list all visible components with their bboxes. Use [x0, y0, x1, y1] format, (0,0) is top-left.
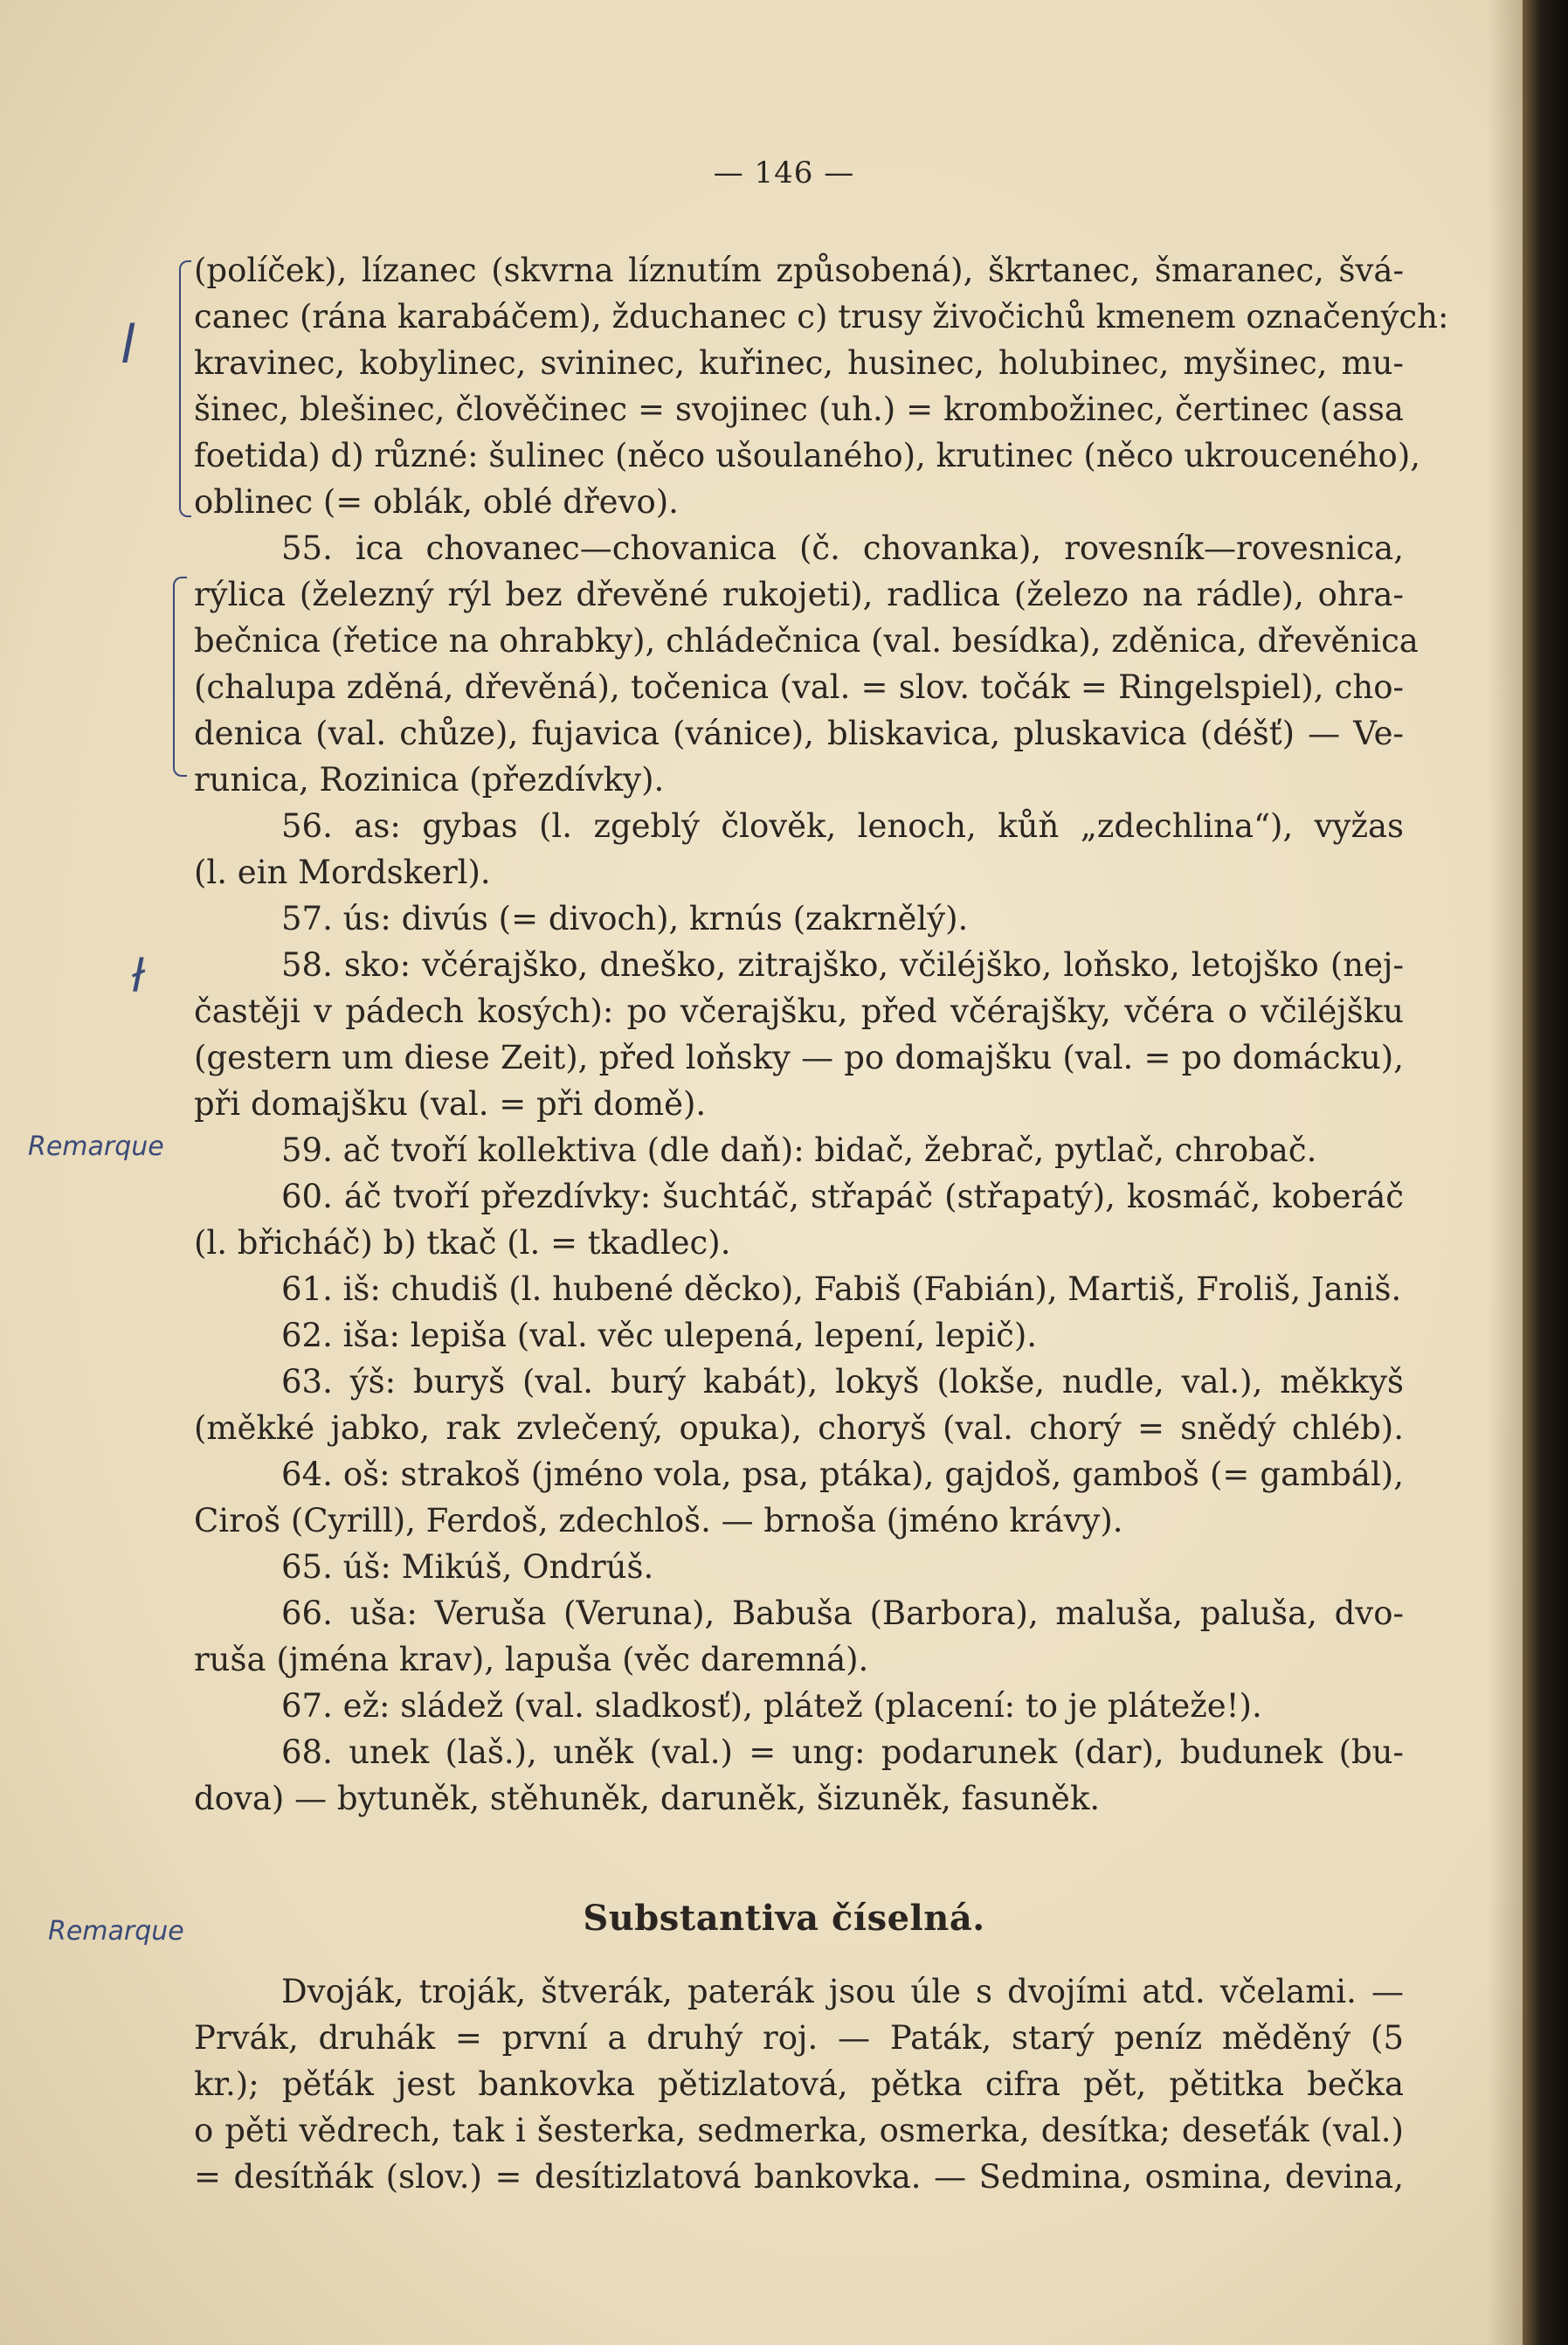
text-line: Prvák, druhák = první a druhý roj. — Paták, starý peníz měděný (5	[194, 2019, 1404, 2057]
text-line: kravinec, kobylinec, svininec, kuřinec, husinec, holubinec, myšinec, mu-	[194, 344, 1404, 382]
text-line: Ciroš (Cyrill), Ferdoš, zdechloš. — brnoša (jméno krávy).	[194, 1502, 1123, 1539]
body-text	[194, 247, 1449, 1822]
margin-bracket-2	[173, 577, 187, 777]
margin-note-1: l	[121, 315, 135, 376]
text-line: o pěti vědrech, tak i šesterka, sedmerka, osmerka, desítka; deseťák (val.)	[194, 2112, 1404, 2149]
text-line: (chalupa zděná, dřevěná), točenica (val. = slov. točák = Ringelspiel), cho-	[194, 668, 1404, 706]
text-line: 57. ús: divús (= divoch), krnús (zakrnělý).	[281, 900, 969, 937]
margin-note-2: ł	[131, 951, 144, 1003]
text-line: rýlica (železný rýl bez dřevěné rukojeti), radlica (železo na rádle), ohra-	[194, 576, 1404, 613]
text-line: runica, Rozinica (přezdívky).	[194, 761, 665, 799]
text-line: Dvoják, troják, štverák, paterák jsou úle s dvojími atd. včelami. —	[281, 1973, 1404, 2010]
text-line: častěji v pádech kosých): po včerajšku, před včérajšky, včéra o včiléjšku	[194, 993, 1404, 1030]
text-line: 61. iš: chudiš (l. hubené děcko), Fabiš (Fabián), Martiš, Froliš, Janiš.	[281, 1270, 1402, 1308]
text-line: = desítňák (slov.) = desítizlatová bankovka. — Sedmina, osmina, devina,	[194, 2158, 1404, 2196]
text-line: denica (val. chůze), fujavica (vánice), bliskavica, pluskavica (déšť) — Ve-	[194, 715, 1404, 752]
text-line: (l. ein Mordskerl).	[194, 854, 491, 891]
text-line: 65. úš: Mikúš, Ondrúš.	[281, 1548, 654, 1586]
margin-bracket-1	[179, 260, 191, 517]
text-line: kr.); pěťák jest bankovka pětizlatová, pětka cifra pět, pětitka bečka	[194, 2065, 1404, 2103]
text-line: 62. iša: lepiša (val. věc ulepená, lepení, lepič).	[281, 1317, 1038, 1354]
text-line: 63. ýš: buryš (val. burý kabát), lokyš (lokše, nudle, val.), měkkyš	[281, 1363, 1404, 1401]
text-line: šinec, blešinec, člověčinec = svojinec (uh.) = krombožinec, čertinec (assa	[194, 391, 1404, 428]
margin-note-3: Remarque	[28, 1131, 164, 1162]
text-line: (gestern um diese Zeit), před loňsky — po domajšku (val. = po domácku),	[194, 1039, 1404, 1076]
text-line: dova) — bytuněk, stěhuněk, daruněk, šizuněk, fasuněk.	[194, 1780, 1101, 1817]
text-line: oblinec (= oblák, oblé dřevo).	[194, 483, 679, 521]
page-number: — 146 —	[713, 156, 855, 190]
text-line: 59. ač tvoří kollektiva (dle daň): bidač, žebrač, pytlač, chrobač.	[281, 1131, 1317, 1169]
binding-shadow	[1488, 0, 1523, 2345]
text-line: (měkké jabko, rak zvlečený, opuka), choryš (val. chorý = snědý chléb).	[194, 1409, 1404, 1447]
text-line: 64. oš: strakoš (jméno vola, psa, ptáka), gajdoš, gamboš (= gambál),	[281, 1456, 1404, 1493]
book-edge	[1523, 0, 1568, 2345]
text-line: 68. unek (laš.), uněk (val.) = ung: podarunek (dar), budunek (bu-	[281, 1733, 1404, 1771]
section-heading: Substantiva číselná.	[583, 1898, 985, 1939]
text-line: bečnica (řetice na ohrabky), chládečnica (val. besídka), zděnica, dřevěnica	[194, 622, 1419, 660]
text-line: při domajšku (val. = při domě).	[194, 1085, 707, 1123]
text-line: 67. ež: sládež (val. sladkosť), plátež (placení: to je pláteže!).	[281, 1687, 1262, 1725]
text-line: 60. áč tvoří přezdívky: šuchtáč, střapáč (střapatý), kosmáč, koberáč	[281, 1178, 1404, 1215]
text-line: 56. as: gybas (l. zgeblý člověk, lenoch, kůň „zdechlina“), vyžas	[281, 807, 1404, 845]
section-text	[194, 1968, 1404, 2200]
text-line: 66. uša: Veruša (Veruna), Babuša (Barbora), maluša, paluša, dvo-	[281, 1594, 1404, 1632]
text-line: 55. ica chovanec—chovanica (č. chovanka), rovesník—rovesnica,	[281, 529, 1404, 567]
text-line: 58. sko: včérajško, dneško, zitrajško, včiléjško, loňsko, letojško (nej-	[281, 946, 1404, 984]
text-line: (políček), lízanec (skvrna líznutím způsobená), škrtanec, šmaranec, švá-	[194, 252, 1404, 289]
text-line: (l. břicháč) b) tkač (l. = tkadlec).	[194, 1224, 731, 1262]
text-line: ruša (jména krav), lapuša (věc daremná).	[194, 1641, 869, 1678]
text-line: foetida) d) různé: šulinec (něco ušoulaného), krutinec (něco ukrouceného),	[194, 437, 1421, 474]
margin-note-4: Remarque	[48, 1916, 184, 1947]
text-line: canec (rána karabáčem), žduchanec c) trusy živočichů kmenem označených:	[194, 298, 1449, 335]
